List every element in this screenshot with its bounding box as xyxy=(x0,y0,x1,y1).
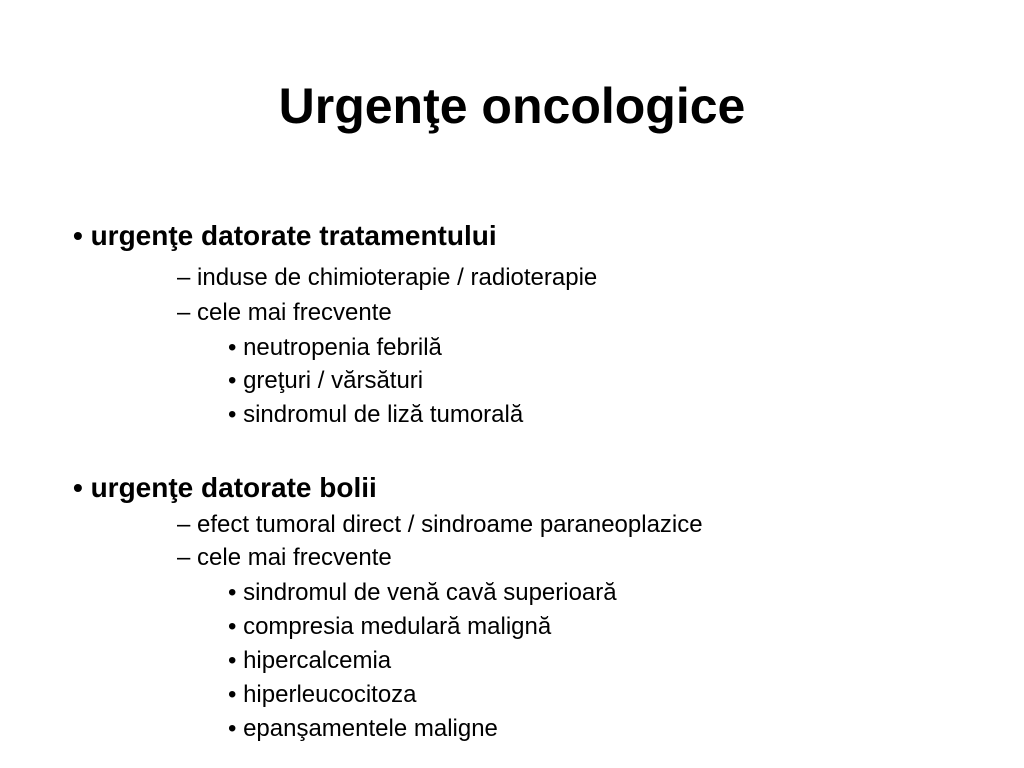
bullet-item: • sindromul de venă cavă superioară xyxy=(228,579,617,606)
slide-title: Urgenţe oncologice xyxy=(278,78,746,134)
bullet-item: • greţuri / vărsături xyxy=(228,367,424,394)
subitem-direct-effect: – efect tumoral direct / sindroame paraneoplazice xyxy=(177,511,703,538)
bullet-item: • sindromul de liză tumorală xyxy=(228,401,524,428)
subitem-most-frequent: – cele mai frecvente xyxy=(177,299,392,326)
section-heading-treatment: • urgenţe datorate tratamentului xyxy=(73,220,497,251)
bullet-item: • compresia medulară malignă xyxy=(228,613,552,640)
subitem-most-frequent: – cele mai frecvente xyxy=(177,544,392,571)
bullet-item: • hipercalcemia xyxy=(228,647,392,674)
bullet-item: • neutropenia febrilă xyxy=(228,334,442,361)
bullet-item: • hiperleucocitoza xyxy=(228,681,417,708)
section-heading-disease: • urgenţe datorate bolii xyxy=(73,472,377,503)
bullet-item: • epanşamentele maligne xyxy=(228,715,498,742)
subitem-induced: – induse de chimioterapie / radioterapie xyxy=(177,264,598,291)
